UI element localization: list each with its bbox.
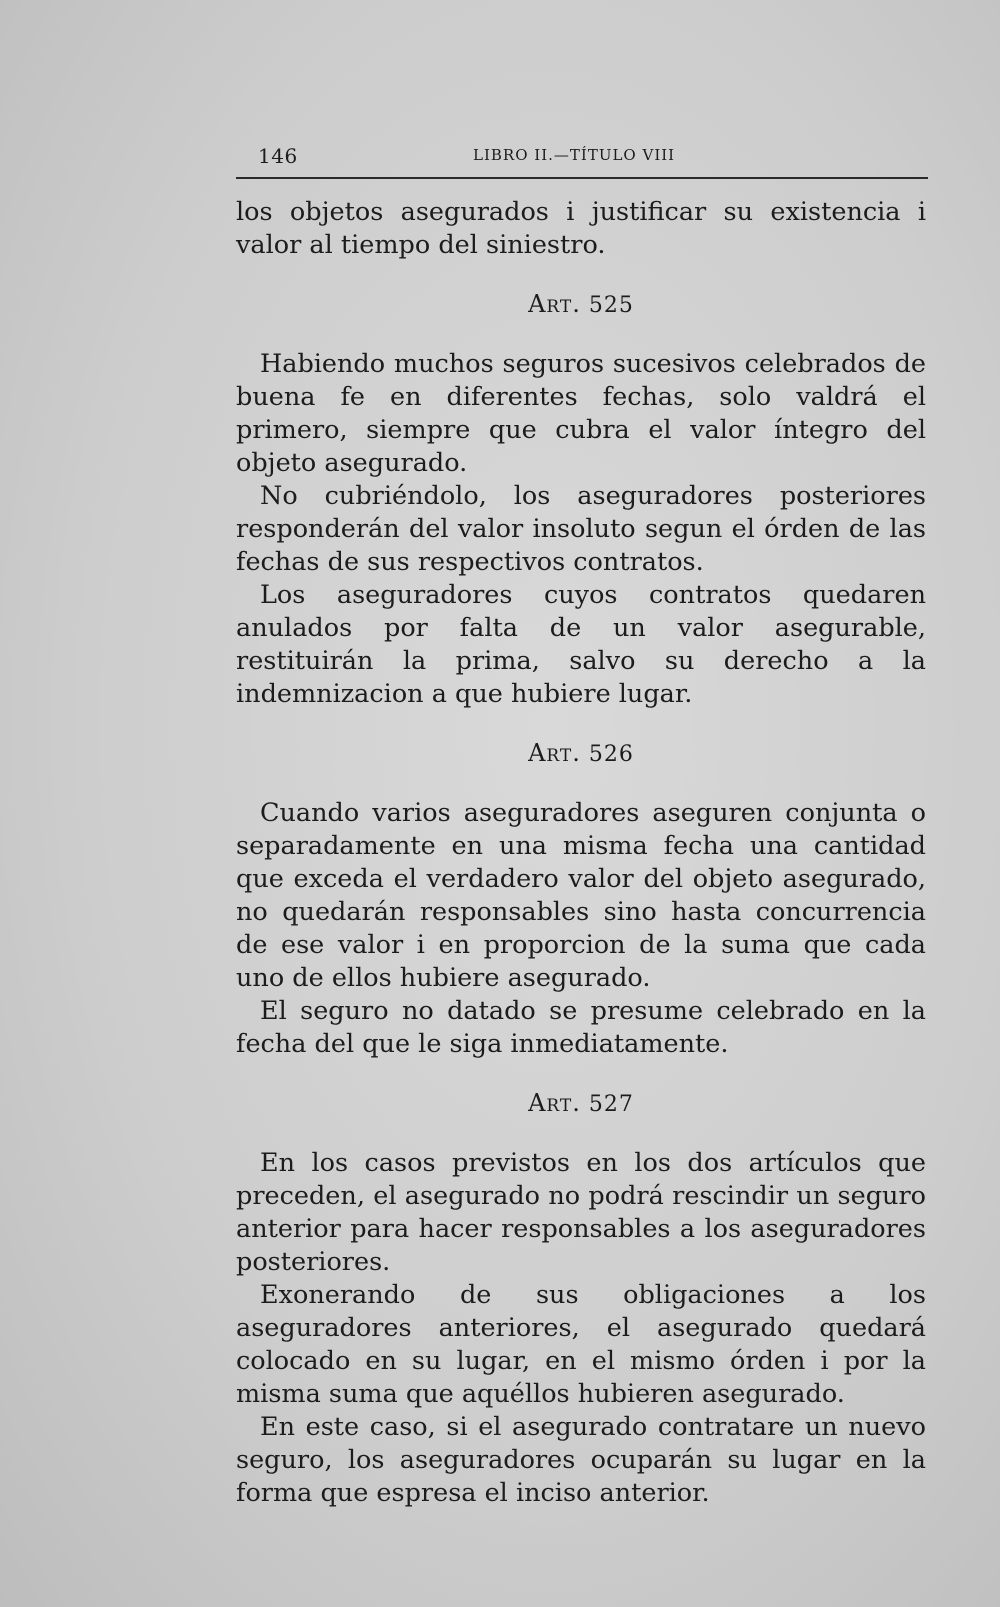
page-header — [258, 140, 926, 174]
article-paragraph: El seguro no datado se presume celebrado en la fecha del que le siga inmediatamente. — [236, 996, 926, 1059]
article-paragraph: En este caso, si el asegurado contratare un nuevo seguro, los aseguradores ocuparán su lugar en la forma que espresa el inciso anterior. — [236, 1412, 926, 1508]
article-526 — [236, 737, 926, 1061]
article-paragraph: Cuando varios aseguradores aseguren conjunta o separadamente en una misma fecha una cantidad que exceda el verdadero valor del objeto asegurado, no quedarán responsables sino hasta concurrencia de ese valor i en proporcion de la suma que cada uno de ellos hubiere asegurado. — [236, 798, 926, 993]
article-paragraph: Habiendo muchos seguros sucesivos celebrados de buena fe en diferentes fechas, solo valdrá el primero, siempre que cubra el valor íntegro del objeto asegurado. — [236, 349, 926, 478]
page-number: 146 — [258, 144, 298, 168]
article-heading — [236, 737, 926, 771]
article-label: Art. — [528, 739, 581, 767]
article-paragraph: No cubriéndolo, los aseguradores posteriores responderán del valor insoluto segun el órden de las fechas de sus respectivos contratos. — [236, 481, 926, 577]
article-label: Art. — [528, 1089, 581, 1117]
article-number: 527 — [588, 1092, 634, 1117]
article-label: Art. — [528, 290, 581, 318]
article-heading — [236, 1087, 926, 1121]
article-heading — [236, 288, 926, 322]
article-paragraph: Exonerando de sus obligaciones a los aseguradores anteriores, el asegurado quedará colocado en su lugar, en el mismo órden i por la misma suma que aquéllos hubieren asegurado. — [236, 1280, 926, 1409]
body-text — [236, 196, 926, 1510]
intro-paragraph: los objetos asegurados i justificar su existencia i valor al tiempo del siniestro. — [236, 197, 926, 260]
running-head: LIBRO II.—TÍTULO VIII — [473, 146, 676, 164]
article-number: 526 — [588, 742, 634, 767]
article-number: 525 — [588, 293, 634, 318]
header-rule — [236, 177, 928, 179]
article-paragraph: En los casos previstos en los dos artículos que preceden, el asegurado no podrá rescindir un seguro anterior para hacer responsables a los aseguradores posteriores. — [236, 1148, 926, 1277]
article-525 — [236, 288, 926, 711]
article-paragraph: Los aseguradores cuyos contratos quedaren anulados por falta de un valor asegurable, restituirán la prima, salvo su derecho a la indemnizacion a que hubiere lugar. — [236, 580, 926, 709]
article-527 — [236, 1087, 926, 1510]
